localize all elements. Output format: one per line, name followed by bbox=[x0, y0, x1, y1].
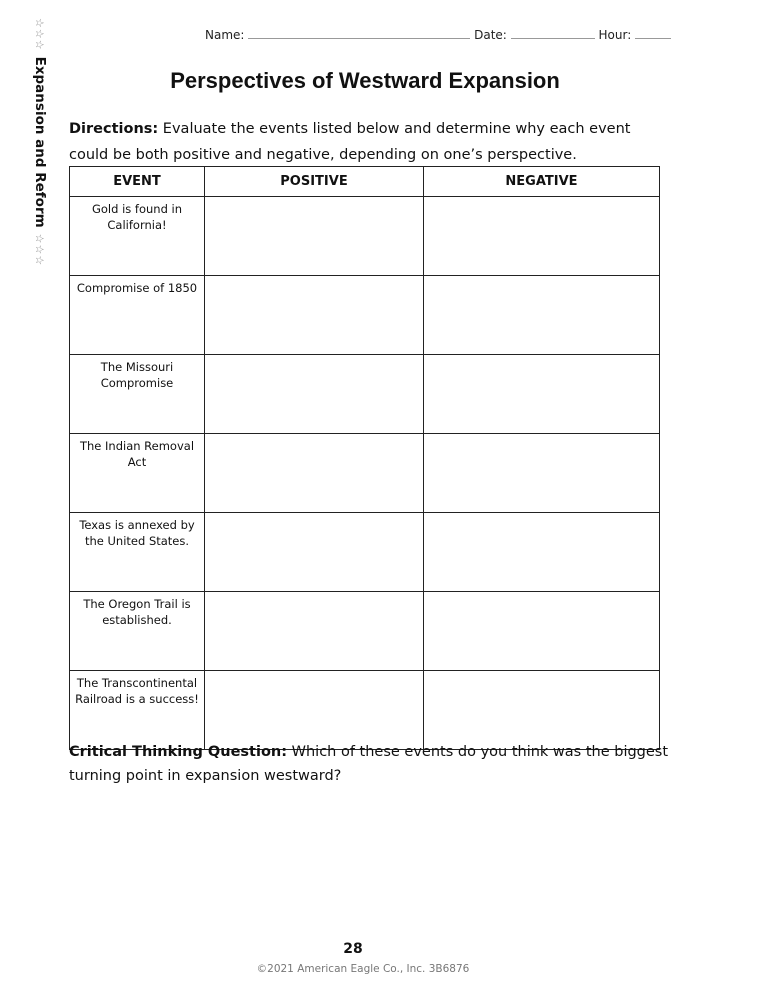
positive-cell[interactable] bbox=[205, 671, 424, 750]
table-row bbox=[70, 513, 660, 592]
table-row bbox=[70, 355, 660, 434]
negative-cell[interactable] bbox=[424, 592, 660, 671]
stars-icon: ☆☆☆ bbox=[33, 18, 47, 51]
directions bbox=[69, 116, 669, 168]
positive-cell[interactable] bbox=[205, 434, 424, 513]
positive-cell[interactable] bbox=[205, 355, 424, 434]
positive-cell[interactable] bbox=[205, 513, 424, 592]
negative-cell[interactable] bbox=[424, 513, 660, 592]
table-row bbox=[70, 197, 660, 276]
negative-cell[interactable] bbox=[424, 355, 660, 434]
events-table bbox=[69, 166, 660, 750]
header-positive: POSITIVE bbox=[205, 167, 424, 197]
table-row bbox=[70, 434, 660, 513]
table-row bbox=[70, 671, 660, 750]
event-cell: The Missouri Compromise bbox=[70, 355, 205, 434]
negative-cell[interactable] bbox=[424, 671, 660, 750]
event-cell: The Oregon Trail is established. bbox=[70, 592, 205, 671]
positive-cell[interactable] bbox=[205, 276, 424, 355]
side-label: Expansion and Reform bbox=[32, 56, 48, 228]
stars-icon: ☆☆☆ bbox=[33, 233, 47, 267]
negative-cell[interactable] bbox=[424, 197, 660, 276]
question-label: Critical Thinking Question: bbox=[69, 744, 288, 760]
negative-cell[interactable] bbox=[424, 434, 660, 513]
name-field[interactable] bbox=[248, 28, 470, 39]
date-field[interactable] bbox=[511, 28, 595, 39]
header-negative: NEGATIVE bbox=[424, 167, 660, 197]
question-text: Which of these events do you think was the biggest turning point in expansion westward? bbox=[69, 744, 669, 784]
header-event: EVENT bbox=[70, 167, 205, 197]
date-label: Date: bbox=[474, 28, 507, 42]
page-title: Perspectives of Westward Expansion bbox=[170, 68, 560, 93]
directions-label: Directions: bbox=[69, 121, 159, 137]
student-info-header bbox=[205, 28, 671, 42]
event-cell: The Indian Removal Act bbox=[70, 434, 205, 513]
side-banner bbox=[28, 18, 48, 268]
event-cell: The Transcontinental Railroad is a success! bbox=[70, 671, 205, 750]
hour-label: Hour: bbox=[598, 28, 632, 42]
event-cell: Gold is found in California! bbox=[70, 197, 205, 276]
positive-cell[interactable] bbox=[205, 197, 424, 276]
critical-thinking-question bbox=[69, 740, 669, 788]
event-cell: Compromise of 1850 bbox=[70, 276, 205, 355]
event-cell: Texas is annexed by the United States. bbox=[70, 513, 205, 592]
table-row bbox=[70, 276, 660, 355]
hour-field[interactable] bbox=[635, 28, 671, 39]
page-number: 28 bbox=[343, 941, 363, 957]
copyright: ©2021 American Eagle Co., Inc. 3B6876 bbox=[256, 963, 470, 975]
negative-cell[interactable] bbox=[424, 276, 660, 355]
directions-text: Evaluate the events listed below and determine why each event could be both positive and negative, depending on one’s perspective. bbox=[69, 121, 631, 163]
positive-cell[interactable] bbox=[205, 592, 424, 671]
table-row bbox=[70, 592, 660, 671]
name-label: Name: bbox=[205, 28, 245, 42]
